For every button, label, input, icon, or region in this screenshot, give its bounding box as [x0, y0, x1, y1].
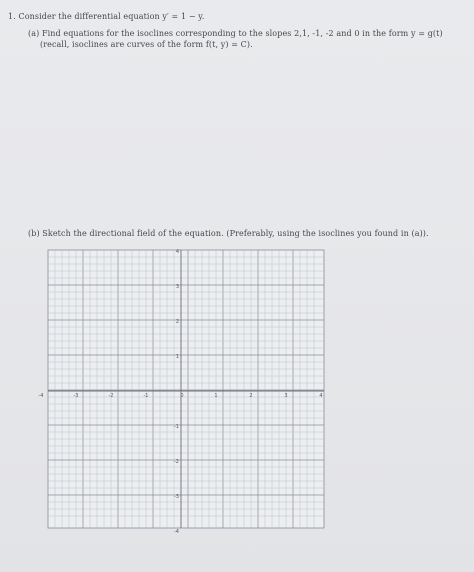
- grid-border: [48, 250, 324, 528]
- coordinate-grid[interactable]: [38, 249, 324, 535]
- graph-paper[interactable]: [38, 249, 324, 535]
- y-tick-label--3: -3: [174, 494, 179, 500]
- x-tick-label-1: 1: [214, 393, 218, 399]
- question-stem-text: Consider the differential equation y′ = 1 − y.: [18, 12, 205, 21]
- y-tick-label-2: 2: [175, 319, 179, 325]
- y-tick-label--1: -1: [174, 424, 179, 430]
- part-b-prompt: (b) Sketch the directional field of the equation. (Preferably, using the isoclines you found in (a)).: [28, 229, 429, 238]
- x-tick-label-0: 0: [180, 393, 184, 399]
- question-number: 1.: [8, 12, 16, 21]
- x-tick-label-4: 4: [319, 393, 323, 399]
- question-1-stem: [8, 12, 204, 21]
- y-tick-label--4: -4: [174, 529, 179, 535]
- y-tick-label-3: 3: [175, 284, 179, 290]
- x-tick-label-3: 3: [284, 393, 288, 399]
- y-tick-label-4: 4: [175, 249, 179, 255]
- x-tick-label--3: -3: [73, 393, 79, 399]
- x-tick-label--4: -4: [38, 393, 44, 399]
- y-tick-label-1: 1: [175, 354, 179, 360]
- x-tick-label-2: 2: [249, 393, 253, 399]
- part-a-line-1: (a) Find equations for the isoclines corresponding to the slopes 2,1, -1, -2 and 0 in the form y = g(t): [28, 29, 443, 38]
- y-tick-label--2: -2: [174, 459, 179, 465]
- x-tick-label--1: -1: [143, 393, 149, 399]
- x-tick-label--2: -2: [108, 393, 114, 399]
- part-a-line-2: (recall, isoclines are curves of the form f(t, y) = C).: [40, 40, 253, 49]
